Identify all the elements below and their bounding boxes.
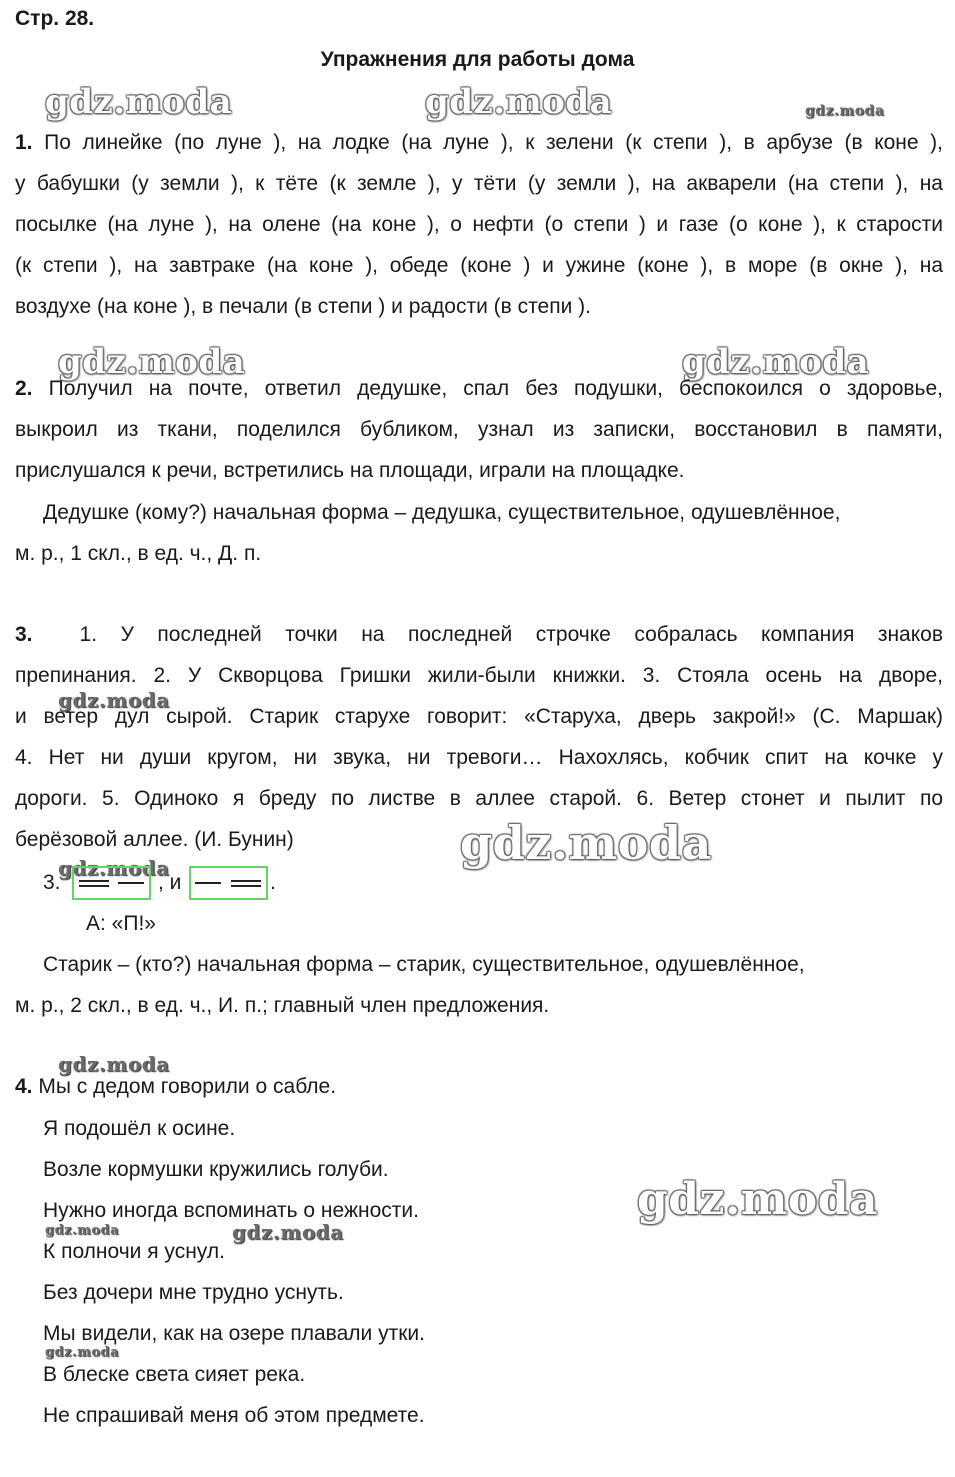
scheme-prefix: 3. (43, 871, 61, 894)
watermark: gdz.moda (460, 816, 712, 870)
ex4-line: К полночи я уснул. (43, 1240, 225, 1263)
ex3-line: дороги. 5. Одиноко я бреду по листве в аллее старой. 6. Ветер стонет и пылит по (15, 787, 943, 810)
ex4-line (15, 1074, 336, 1100)
scheme-box-1 (72, 866, 151, 900)
section-title: Упражнения для работы дома (320, 48, 635, 71)
ex4-line: Без дочери мне трудно уснуть. (43, 1281, 344, 1304)
scheme-end: . (270, 871, 276, 894)
ex3-analysis: м. р., 2 скл., в ед. ч., И. п.; главный член предложения. (15, 994, 550, 1017)
watermark: gdz.moda (58, 688, 170, 712)
watermark: gdz.moda (58, 856, 170, 880)
ex4-line: Мы видели, как на озере плавали утки. (43, 1322, 425, 1345)
watermark: gdz.moda (58, 342, 246, 382)
ex4-text: Мы с дедом говорили о сабле. (38, 1075, 337, 1098)
watermark: gdz.moda (45, 82, 233, 122)
ex2-number: 2. (15, 377, 33, 400)
ex4-line: Возле кормушки кружились голуби. (43, 1158, 389, 1181)
watermark: gdz.moda (58, 1052, 170, 1076)
ex2-analysis: м. р., 1 скл., в ед. ч., Д. п. (15, 542, 262, 565)
ex4-line: Я подошёл к осине. (43, 1117, 236, 1140)
ex1-text: По линейке (по луне ), на лодке (на луне ), к зелени (к степи ), в арбузе (в коне ), (44, 131, 943, 154)
ex2-analysis: Дедушке (кому?) начальная форма – дедушка, существительное, одушевлённое, (43, 501, 841, 524)
watermark: gdz.moda (637, 1174, 879, 1225)
ex1-line: у бабушки (у земли ), к тёте (к земле ), у тёти (у земли ), на акварели (на степи ), на (15, 172, 943, 195)
ex3-line (15, 622, 943, 648)
ex2-line: прислушался к речи, встретились на площади, играли на площадке. (15, 459, 685, 482)
ex4-line: В блеске света сияет река. (43, 1363, 306, 1386)
ex2-line (15, 376, 943, 402)
ex3-line: берёзовой аллее. (И. Бунин) (15, 828, 294, 851)
ex2-text: Получил на почте, ответил дедушке, спал без подушки, беспокоился о здоровье, (48, 377, 943, 400)
ex4-number: 4. (15, 1075, 33, 1098)
watermark: gdz.moda (45, 1223, 120, 1238)
page-number: Стр. 28. (15, 7, 95, 30)
ex1-line: (к степи ), на завтраке (на коне ), обеде (коне ) и ужине (коне ), в море (в окне ), на (15, 254, 943, 277)
watermark: gdz.moda (232, 1220, 344, 1244)
scheme-box-2 (189, 866, 268, 900)
scheme-line2: А: «П!» (86, 912, 156, 935)
ex3-number: 3. (15, 623, 33, 646)
ex1-line: воздухе (на коне ), в печали (в степи ) и радости (в степи ). (15, 295, 591, 318)
ex2-line: выкроил из ткани, поделился бубликом, узнал из записки, восстановил в памяти, (15, 418, 943, 441)
ex3-line: препинания. 2. У Скворцова Гришки жили-были книжки. 3. Стояла осень на дворе, (15, 664, 943, 687)
ex1-line (15, 130, 943, 156)
ex3-line: и ветер дул сырой. Старик старухе говорит: «Старуха, дверь закрой!» (С. Маршак) (15, 705, 943, 728)
ex3-line: 4. Нет ни души кругом, ни звука, ни тревоги… Нахохлясь, кобчик спит на кочке у (15, 746, 943, 769)
watermark: gdz.moda (682, 342, 870, 382)
ex1-line: посылке (на луне ), на олене (на коне ), о нефти (о степи ) и газе (о коне ), к старости (15, 213, 943, 236)
ex4-line: Не спрашивай меня об этом предмете. (43, 1404, 425, 1427)
scheme-separator: , и (158, 871, 182, 894)
ex4-line: Нужно иногда вспоминать о нежности. (43, 1199, 419, 1222)
ex3-analysis: Старик – (кто?) начальная форма – старик, существительное, одушевлённое, (43, 953, 805, 976)
ex3-text: 1. У последней точки на последней строчке собралась компания знаков (79, 623, 943, 646)
watermark: gdz.moda (805, 103, 885, 119)
ex1-number: 1. (15, 131, 33, 154)
watermark: gdz.moda (45, 1345, 120, 1360)
watermark: gdz.moda (425, 82, 613, 122)
